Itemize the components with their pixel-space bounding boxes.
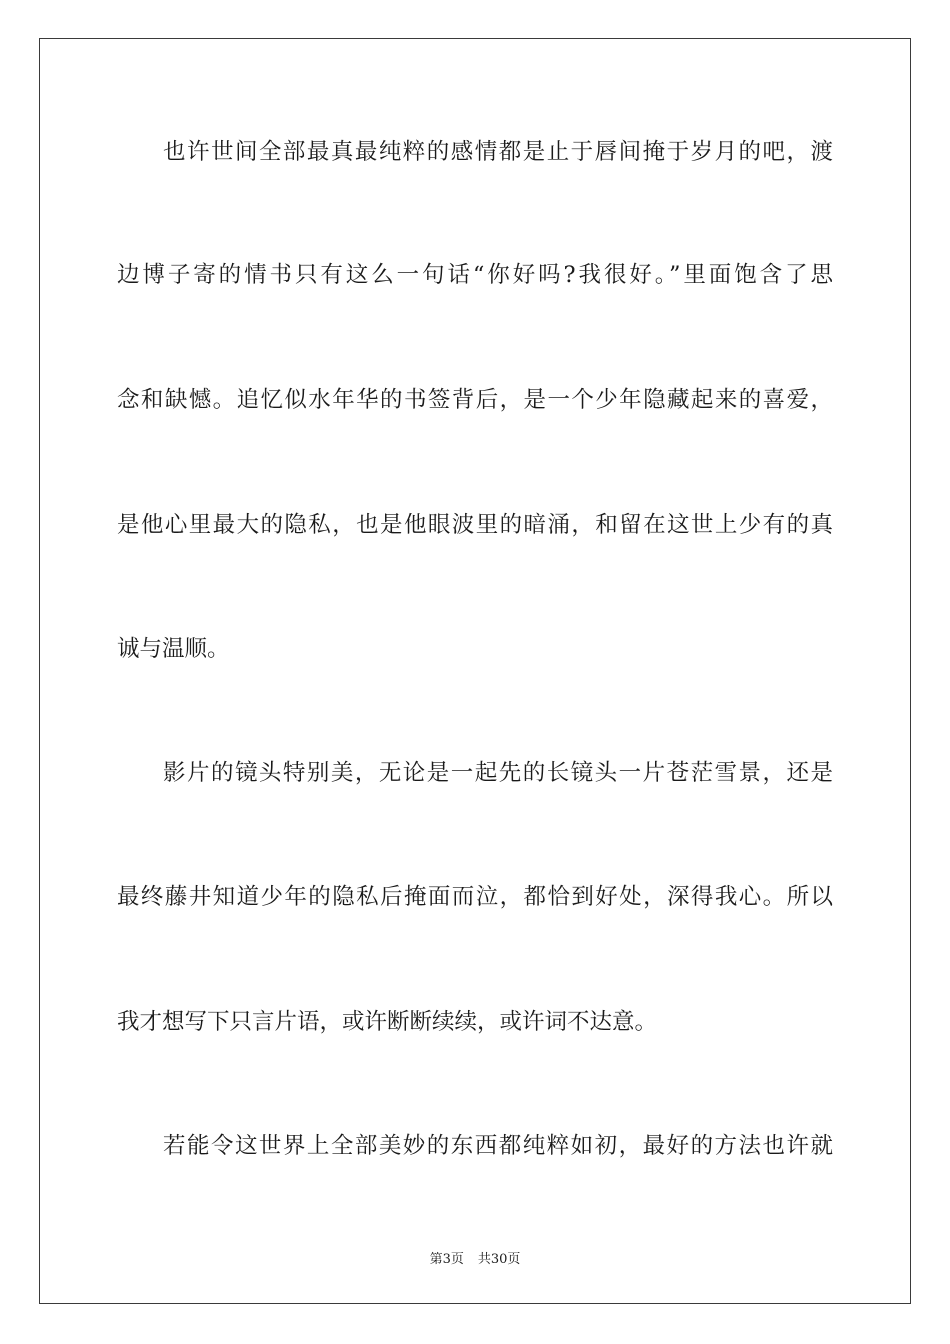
paragraph-3-line-1: 若能令这世界上全部美妙的东西都纯粹如初，最好的方法也许就 xyxy=(163,1133,833,1159)
paragraph-2-line-3: 我才想写下只言片语，或许断断续续，或许词不达意。 xyxy=(117,1009,658,1035)
paragraph-1-line-1: 也许世间全部最真最纯粹的感情都是止于唇间掩于岁月的吧，渡 xyxy=(163,139,833,165)
paragraph-1-line-2: 边博子寄的情书只有这么一句话“你好吗?我很好。”里面饱含了思 xyxy=(117,262,833,288)
paragraph-1-line-4: 是他心里最大的隐私，也是他眼波里的暗涌，和留在这世上少有的真 xyxy=(117,512,833,538)
page-number: 第3页 xyxy=(429,1252,464,1267)
page-footer xyxy=(0,1248,950,1267)
paragraph-1-line-3: 念和缺憾。追忆似水年华的书签背后，是一个少年隐藏起来的喜爱， xyxy=(117,387,833,413)
paragraph-1-line-5: 诚与温顺。 xyxy=(117,636,230,662)
page-total: 共30页 xyxy=(477,1252,521,1267)
page-border xyxy=(39,38,911,1304)
paragraph-2-line-1: 影片的镜头特别美，无论是一起先的长镜头一片苍茫雪景，还是 xyxy=(163,760,833,786)
paragraph-2-line-2: 最终藤井知道少年的隐私后掩面而泣，都恰到好处，深得我心。所以 xyxy=(117,884,833,910)
